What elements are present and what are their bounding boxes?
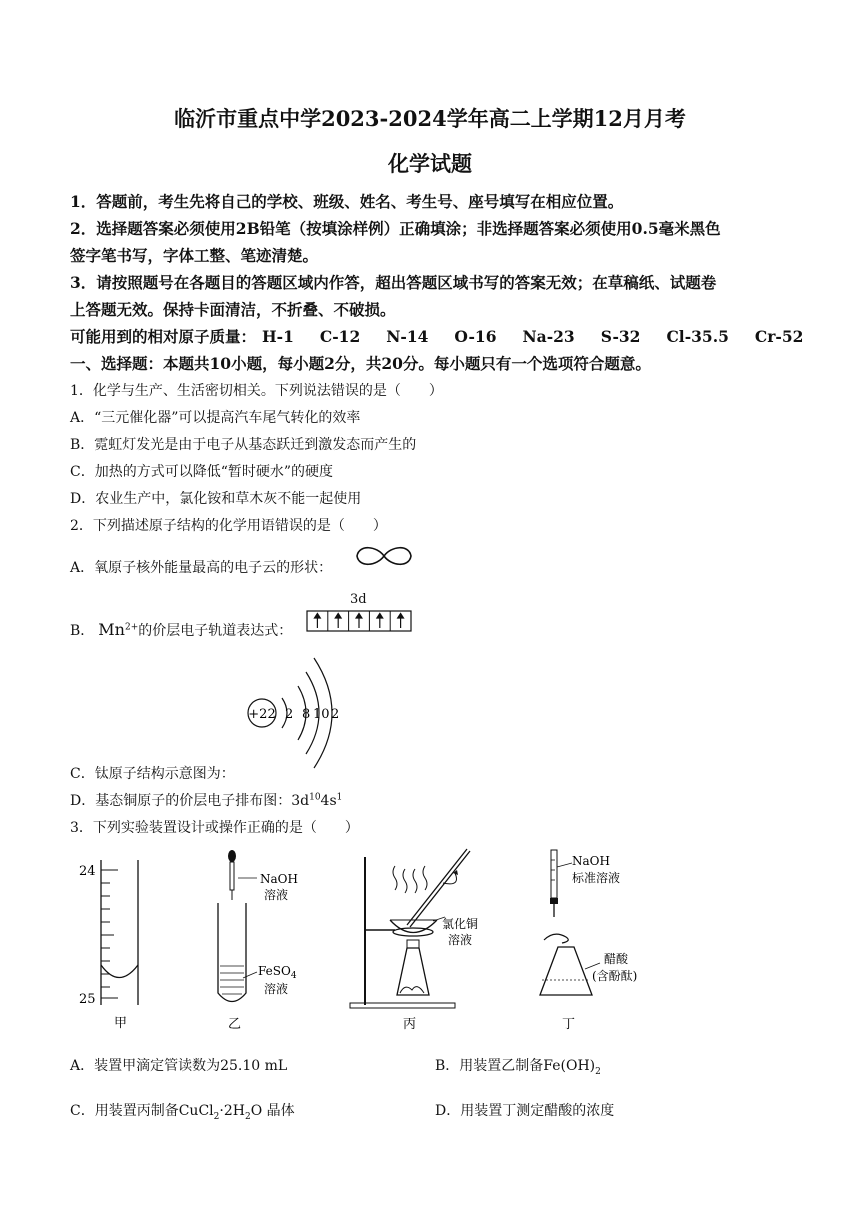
mass-h: H-1 <box>262 327 294 346</box>
shell-3: 10 <box>313 707 330 722</box>
instruction-2-cont: 签字笔书写，字体工整、笔迹清楚。 <box>70 246 319 265</box>
figure-ding-titration <box>530 845 665 1035</box>
yi-reagent2-a: FeSO$_4$ <box>258 964 297 981</box>
q3-option-d: D．用装置丁测定醋酸的浓度 <box>435 1103 615 1119</box>
orbital-label: 3d <box>350 592 367 607</box>
ding-reagent2-b: (含酚酞) <box>592 969 638 983</box>
figure-yi-label: 乙 <box>228 1017 242 1032</box>
section-heading: 一、选择题：本题共10小题，每小题2分，共20分。每小题只有一个选项符合题意。 <box>70 354 651 373</box>
ding-reagent1-b: 标准溶液 <box>572 871 621 885</box>
p-orbital-icon <box>353 543 415 569</box>
exam-title: 临沂市重点中学2023-2024学年高二上学期12月月考 <box>174 106 686 131</box>
q2-option-d-text: D．基态铜原子的价层电子排布图：3d <box>70 793 310 809</box>
q2-stem: 2．下列描述原子结构的化学用语错误的是（ ） <box>70 518 387 534</box>
d-sup: 10 <box>309 792 321 803</box>
fe-oh-sub: 2 <box>595 1066 601 1077</box>
figure-bing-evaporation <box>345 845 490 1035</box>
q2-option-b-text: 的价层电子轨道表达式： <box>138 623 293 639</box>
yi-reagent1-a: NaOH <box>260 872 298 886</box>
ding-reagent1-a: NaOH <box>572 854 610 868</box>
mass-s: S-32 <box>600 327 641 346</box>
mass-c: C-12 <box>319 327 361 346</box>
instruction-3-cont: 上答题无效。保持卡面清洁，不折叠、不破损。 <box>70 300 396 319</box>
q3-stem: 3．下列实验装置设计或操作正确的是（ ） <box>70 820 359 836</box>
atomic-masses-label: 可能用到的相对原子质量： <box>70 327 257 346</box>
shell-4: 2 <box>331 707 340 722</box>
burette-top-mark: 24 <box>79 864 96 879</box>
s-orbital: 4s <box>320 793 337 809</box>
yi-reagent2-b: 溶液 <box>264 982 289 996</box>
exam-subtitle: 化学试题 <box>388 151 472 176</box>
q2-option-d <box>70 790 800 810</box>
bing-reagent-a: 氯化铜 <box>442 917 479 931</box>
yi-reagent1-b: 溶液 <box>264 888 289 902</box>
q3-option-c-text: C．用装置丙制备CuCl <box>70 1103 214 1119</box>
water-h: ·2H <box>219 1103 245 1119</box>
figure-ding-label: 丁 <box>562 1017 576 1032</box>
mass-n: N-14 <box>386 327 429 346</box>
figure-jia-label: 甲 <box>114 1016 128 1031</box>
crystal-text: O 晶体 <box>250 1103 295 1119</box>
q2-option-b <box>70 620 800 640</box>
shell-2: 8 <box>302 707 311 722</box>
q1-option-c: C．加热的方式可以降低“暂时硬水”的硬度 <box>70 464 334 480</box>
figure-yi-test-tube <box>205 848 315 1033</box>
instruction-3: 3．请按照题号在各题目的答题区域内作答，超出答题区域书写的答案无效；在草稿纸、试题卷 <box>70 273 717 292</box>
q3-option-b <box>435 1055 775 1077</box>
figure-bing-label: 丙 <box>403 1017 417 1032</box>
mass-cl: Cl-35.5 <box>666 327 729 346</box>
mass-o: O-16 <box>454 327 497 346</box>
q3-option-b-text: B．用装置乙制备Fe(OH) <box>435 1058 596 1074</box>
q1-stem: 1．化学与生产、生活密切相关。下列说法错误的是（ ） <box>70 383 443 399</box>
q2-option-a-text: A．氧原子核外能量最高的电子云的形状： <box>70 560 333 576</box>
q2-option-a <box>70 557 800 577</box>
water-sub: 2 <box>244 1111 251 1122</box>
bing-reagent-b: 溶液 <box>448 933 473 947</box>
q3-option-a: A．装置甲滴定管读数为25.10 mL <box>70 1058 288 1074</box>
mn-ion: Mn <box>98 620 125 639</box>
instruction-2: 2．选择题答案必须使用2B铅笔（按填涂样例）正确填涂；非选择题答案必须使用0.5毫米黑色 <box>70 219 721 238</box>
q1-option-b: B．霓虹灯发光是由于电子从基态跃迁到激发态而产生的 <box>70 437 417 453</box>
q2-option-c: C．钛原子结构示意图为： <box>70 766 235 782</box>
titanium-atom-diagram <box>240 650 370 775</box>
mn-charge: 2+ <box>124 622 139 633</box>
q2-option-b-prefix: B． <box>70 623 95 639</box>
q1-option-d: D．农业生产中，氯化铵和草木灰不能一起使用 <box>70 491 362 507</box>
mass-cr: Cr-52 <box>754 327 804 346</box>
cucl-sub: 2 <box>213 1111 220 1122</box>
q3-option-c <box>70 1100 410 1122</box>
mass-na: Na-23 <box>522 327 575 346</box>
atom-nucleus: +22 <box>248 707 276 722</box>
ding-reagent2-a: 醋酸 <box>604 952 629 966</box>
shell-1: 2 <box>285 707 294 722</box>
instruction-1: 1．答题前，考生先将自己的学校、班级、姓名、考生号、座号填写在相应位置。 <box>70 192 624 211</box>
orbital-diagram <box>306 610 412 632</box>
q1-option-a: A．“三元催化器”可以提高汽车尾气转化的效率 <box>70 410 361 426</box>
figure-jia-burette <box>70 855 180 1035</box>
s-sup: 1 <box>336 792 343 803</box>
burette-bottom-mark: 25 <box>79 992 96 1007</box>
atomic-masses <box>70 325 804 347</box>
